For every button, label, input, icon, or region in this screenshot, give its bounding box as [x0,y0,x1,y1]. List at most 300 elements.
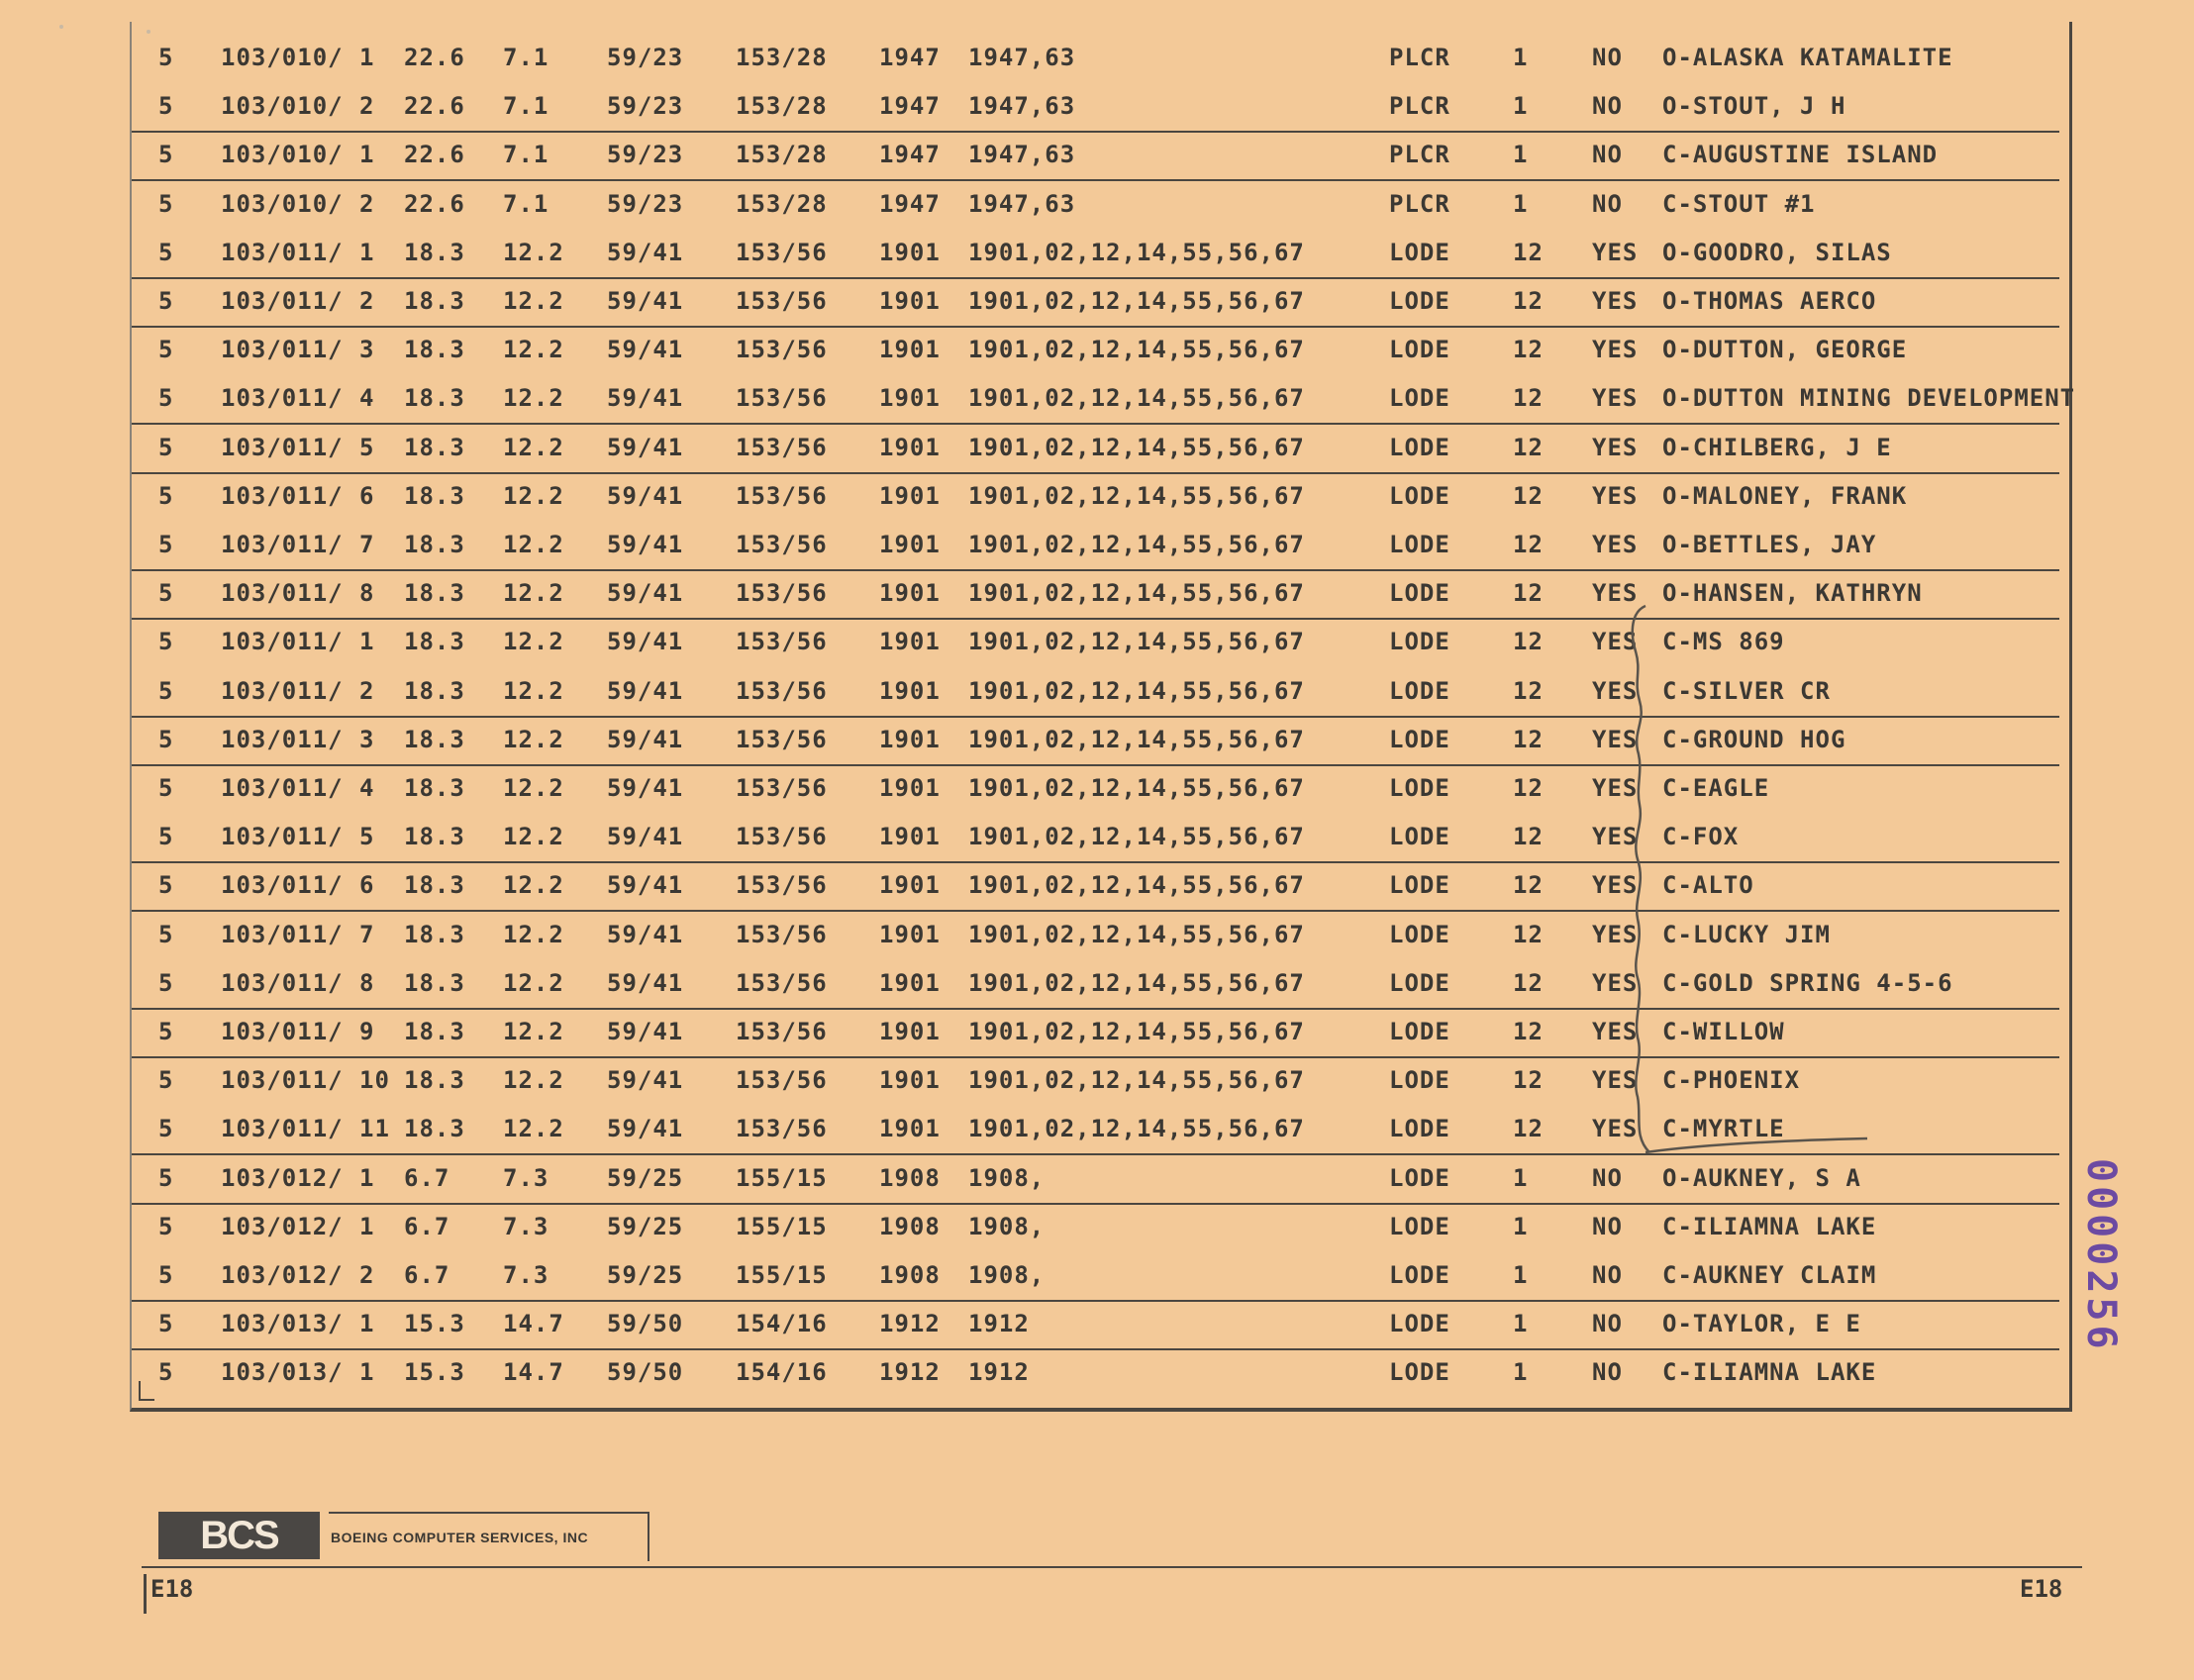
row-cell-c7: 153/28 [736,92,828,121]
row-cell-c10: PLCR [1389,189,1450,218]
table-row [132,861,2059,912]
row-cell-c2: 103/013/ [221,1358,344,1387]
bcs-company-name: BOEING COMPUTER SERVICES, INC [329,1512,649,1561]
table-row [132,180,2059,229]
row-cell-c9: 1901,02,12,14,55,56,67 [968,1066,1305,1095]
row-cell-c13: O-DUTTON MINING DEVELOPMENT [1662,384,2076,413]
row-cell-c13: C-MS 869 [1662,628,1785,656]
row-cell-c5: 12.2 [503,628,564,656]
row-cell-c5: 12.2 [503,823,564,851]
table-row [132,569,2059,620]
row-cell-c10: LODE [1389,920,1450,948]
row-cell-c12: YES [1592,579,1639,608]
row-cell-c13: O-THOMAS AERCO [1662,287,1877,315]
row-cell-c5: 7.3 [503,1261,549,1289]
row-cell-c13: C-PHOENIX [1662,1066,1801,1095]
row-cell-c13: C-GROUND HOG [1662,725,1846,753]
row-cell-c10: LODE [1389,823,1450,851]
row-cell-c6: 59/41 [607,774,684,802]
row-cell-c2: 103/012/ [221,1163,344,1192]
table-row [132,911,2059,959]
table-row [132,424,2059,474]
row-cell-c2: 103/011/ [221,481,344,510]
row-cell-c12: YES [1592,628,1639,656]
row-cell-c7: 153/56 [736,384,828,413]
row-cell-c8: 1901 [879,1018,941,1045]
row-cell-c3: 4 [359,774,375,802]
row-cell-c3: 10 [359,1066,390,1095]
row-cell-c1: 5 [158,1115,174,1143]
row-cell-c6: 59/41 [607,725,684,753]
row-cell-c3: 8 [359,968,375,997]
row-cell-c3: 6 [359,481,375,510]
document-number-stamp: 0000256 [2078,1158,2124,1353]
row-cell-c9: 1901,02,12,14,55,56,67 [968,336,1305,364]
row-cell-c4: 18.3 [404,384,465,413]
row-cell-c9: 1901,02,12,14,55,56,67 [968,920,1305,948]
row-cell-c13: C-ALTO [1662,871,1754,900]
row-cell-c1: 5 [158,628,174,656]
row-cell-c12: YES [1592,481,1639,510]
row-cell-c2: 103/013/ [221,1310,344,1338]
row-cell-c4: 18.3 [404,531,465,558]
row-cell-c11: 12 [1513,774,1544,802]
corner-mark [139,1381,154,1401]
row-cell-c10: LODE [1389,1261,1450,1289]
row-cell-c1: 5 [158,481,174,510]
row-cell-c8: 1901 [879,579,941,608]
row-cell-c4: 18.3 [404,1018,465,1045]
row-cell-c11: 12 [1513,531,1544,558]
row-cell-c13: C-MYRTLE [1662,1115,1785,1143]
row-cell-c10: LODE [1389,1212,1450,1240]
row-cell-c11: 12 [1513,433,1544,461]
table-row [132,1008,2059,1058]
row-cell-c1: 5 [158,92,174,121]
row-cell-c5: 7.1 [503,92,549,121]
table-row [132,277,2059,328]
row-cell-c7: 153/56 [736,725,828,753]
row-cell-c7: 153/56 [736,628,828,656]
row-cell-c3: 6 [359,871,375,900]
row-cell-c12: YES [1592,871,1639,900]
row-cell-c13: C-SILVER CR [1662,676,1831,705]
row-cell-c3: 5 [359,433,375,461]
row-cell-c1: 5 [158,238,174,266]
row-cell-c6: 59/41 [607,336,684,364]
row-cell-c9: 1901,02,12,14,55,56,67 [968,433,1305,461]
row-cell-c11: 12 [1513,968,1544,997]
row-cell-c6: 59/41 [607,287,684,315]
row-cell-c5: 12.2 [503,579,564,608]
row-cell-c6: 59/41 [607,968,684,997]
row-cell-c7: 153/56 [736,968,828,997]
row-cell-c10: LODE [1389,628,1450,656]
row-cell-c11: 1 [1513,189,1529,218]
row-cell-c8: 1908 [879,1261,941,1289]
row-cell-c7: 153/56 [736,1115,828,1143]
row-cell-c10: LODE [1389,1018,1450,1045]
row-cell-c4: 18.3 [404,579,465,608]
row-cell-c11: 1 [1513,44,1529,71]
row-cell-c10: LODE [1389,287,1450,315]
row-cell-c9: 1901,02,12,14,55,56,67 [968,871,1305,900]
row-cell-c1: 5 [158,774,174,802]
row-cell-c3: 5 [359,823,375,851]
row-cell-c3: 1 [359,238,375,266]
table-row [132,1056,2059,1105]
table-row [132,716,2059,766]
row-cell-c8: 1901 [879,676,941,705]
row-cell-c8: 1901 [879,1115,941,1143]
row-cell-c5: 7.3 [503,1163,549,1192]
table-row [132,764,2059,813]
row-cell-c11: 12 [1513,920,1544,948]
row-cell-c10: LODE [1389,871,1450,900]
row-cell-c12: YES [1592,1115,1639,1143]
row-cell-c9: 1901,02,12,14,55,56,67 [968,1018,1305,1045]
row-cell-c11: 1 [1513,141,1529,169]
row-cell-c13: C-AUKNEY CLAIM [1662,1261,1877,1289]
row-cell-c6: 59/50 [607,1358,684,1387]
row-cell-c1: 5 [158,384,174,413]
row-cell-c7: 153/56 [736,920,828,948]
row-cell-c4: 18.3 [404,336,465,364]
row-cell-c9: 1912 [968,1358,1030,1387]
row-cell-c11: 1 [1513,1212,1529,1240]
row-cell-c9: 1901,02,12,14,55,56,67 [968,238,1305,266]
row-cell-c4: 18.3 [404,481,465,510]
row-cell-c13: C-ILIAMNA LAKE [1662,1358,1877,1387]
row-cell-c3: 2 [359,189,375,218]
row-cell-c12: NO [1592,1358,1623,1387]
row-cell-c1: 5 [158,1212,174,1240]
row-cell-c5: 12.2 [503,920,564,948]
row-cell-c2: 103/012/ [221,1261,344,1289]
row-cell-c8: 1901 [879,920,941,948]
row-cell-c12: NO [1592,1163,1623,1192]
row-cell-c5: 14.7 [503,1358,564,1387]
row-cell-c8: 1901 [879,774,941,802]
row-cell-c7: 153/56 [736,238,828,266]
row-cell-c7: 153/28 [736,141,828,169]
row-cell-c6: 59/41 [607,433,684,461]
row-cell-c1: 5 [158,336,174,364]
row-cell-c5: 12.2 [503,336,564,364]
row-cell-c1: 5 [158,1163,174,1192]
row-cell-c10: LODE [1389,1358,1450,1387]
row-cell-c12: NO [1592,92,1623,121]
row-cell-c3: 2 [359,287,375,315]
row-cell-c9: 1901,02,12,14,55,56,67 [968,774,1305,802]
row-cell-c8: 1947 [879,141,941,169]
row-cell-c5: 12.2 [503,287,564,315]
table-row [132,229,2059,279]
row-cell-c11: 1 [1513,1358,1529,1387]
row-cell-c11: 12 [1513,481,1544,510]
row-cell-c5: 14.7 [503,1310,564,1338]
row-cell-c5: 12.2 [503,871,564,900]
row-cell-c13: C-ILIAMNA LAKE [1662,1212,1877,1240]
row-cell-c10: LODE [1389,1310,1450,1338]
row-cell-c9: 1901,02,12,14,55,56,67 [968,968,1305,997]
row-cell-c12: YES [1592,433,1639,461]
row-cell-c2: 103/011/ [221,433,344,461]
row-cell-c4: 18.3 [404,628,465,656]
row-cell-c9: 1947,63 [968,141,1076,169]
row-cell-c6: 59/41 [607,531,684,558]
row-cell-c13: O-BETTLES, JAY [1662,531,1877,558]
row-cell-c13: O-DUTTON, GEORGE [1662,336,1908,364]
row-cell-c1: 5 [158,968,174,997]
row-cell-c12: YES [1592,823,1639,851]
table-row [132,326,2059,374]
row-cell-c2: 103/011/ [221,725,344,753]
row-cell-c8: 1901 [879,628,941,656]
bcs-logo-mark: BCS [158,1512,320,1559]
row-cell-c3: 4 [359,384,375,413]
row-cell-c3: 1 [359,44,375,71]
table-row [132,472,2059,521]
row-cell-c10: LODE [1389,1115,1450,1143]
row-cell-c9: 1901,02,12,14,55,56,67 [968,725,1305,753]
row-cell-c3: 7 [359,920,375,948]
handwritten-stroke [1644,1135,1871,1164]
row-cell-c12: YES [1592,336,1639,364]
row-cell-c3: 1 [359,1163,375,1192]
row-cell-c13: O-ALASKA KATAMALITE [1662,44,1953,71]
row-cell-c13: O-AUKNEY, S A [1662,1163,1861,1192]
row-cell-c8: 1901 [879,287,941,315]
row-cell-c6: 59/23 [607,44,684,71]
row-cell-c5: 7.1 [503,141,549,169]
handwritten-brace [1624,602,1653,1156]
row-cell-c2: 103/011/ [221,676,344,705]
row-cell-c1: 5 [158,1261,174,1289]
row-cell-c1: 5 [158,189,174,218]
row-cell-c13: O-MALONEY, FRANK [1662,481,1908,510]
paper-speck [147,30,150,34]
row-cell-c10: LODE [1389,238,1450,266]
row-cell-c8: 1947 [879,92,941,121]
row-cell-c12: NO [1592,44,1623,71]
row-cell-c1: 5 [158,1018,174,1045]
footer-rule [142,1566,2082,1568]
row-cell-c11: 12 [1513,1066,1544,1095]
row-cell-c6: 59/41 [607,920,684,948]
row-cell-c11: 12 [1513,628,1544,656]
row-cell-c7: 154/16 [736,1310,828,1338]
row-cell-c9: 1901,02,12,14,55,56,67 [968,628,1305,656]
row-cell-c3: 2 [359,92,375,121]
row-cell-c4: 18.3 [404,823,465,851]
row-cell-c9: 1901,02,12,14,55,56,67 [968,287,1305,315]
row-cell-c3: 8 [359,579,375,608]
row-cell-c2: 103/012/ [221,1212,344,1240]
table-row [132,959,2059,1010]
row-cell-c4: 6.7 [404,1261,450,1289]
row-cell-c1: 5 [158,579,174,608]
row-cell-c1: 5 [158,725,174,753]
row-cell-c9: 1901,02,12,14,55,56,67 [968,579,1305,608]
row-cell-c1: 5 [158,531,174,558]
row-cell-c11: 1 [1513,1261,1529,1289]
row-cell-c13: O-TAYLOR, E E [1662,1310,1861,1338]
row-cell-c6: 59/41 [607,481,684,510]
row-cell-c5: 12.2 [503,481,564,510]
row-cell-c9: 1912 [968,1310,1030,1338]
row-cell-c7: 153/56 [736,531,828,558]
row-cell-c3: 3 [359,336,375,364]
row-cell-c5: 12.2 [503,968,564,997]
row-cell-c7: 154/16 [736,1358,828,1387]
row-cell-c6: 59/41 [607,238,684,266]
row-cell-c4: 22.6 [404,92,465,121]
row-cell-c9: 1901,02,12,14,55,56,67 [968,481,1305,510]
paper-speck [59,25,63,29]
row-cell-c4: 18.3 [404,871,465,900]
row-cell-c13: C-GOLD SPRING 4-5-6 [1662,968,1953,997]
row-cell-c12: YES [1592,920,1639,948]
row-cell-c3: 1 [359,1310,375,1338]
row-cell-c4: 22.6 [404,141,465,169]
row-cell-c6: 59/41 [607,1018,684,1045]
row-cell-c2: 103/010/ [221,189,344,218]
row-cell-c13: O-STOUT, J H [1662,92,1846,121]
row-cell-c10: PLCR [1389,141,1450,169]
row-cell-c2: 103/011/ [221,774,344,802]
row-cell-c9: 1947,63 [968,189,1076,218]
row-cell-c1: 5 [158,141,174,169]
footer-code-left: E18 [144,1574,193,1614]
table-row [132,618,2059,666]
row-cell-c9: 1947,63 [968,44,1076,71]
row-cell-c10: LODE [1389,579,1450,608]
row-cell-c5: 7.1 [503,189,549,218]
row-cell-c8: 1912 [879,1358,941,1387]
row-cell-c10: LODE [1389,1066,1450,1095]
row-cell-c7: 153/56 [736,336,828,364]
row-cell-c13: O-HANSEN, KATHRYN [1662,579,1923,608]
row-cell-c9: 1901,02,12,14,55,56,67 [968,1115,1305,1143]
row-cell-c2: 103/011/ [221,287,344,315]
row-cell-c4: 18.3 [404,774,465,802]
row-cell-c8: 1908 [879,1163,941,1192]
bcs-logo [158,1512,648,1559]
row-cell-c11: 12 [1513,336,1544,364]
row-cell-c10: LODE [1389,481,1450,510]
row-cell-c3: 1 [359,141,375,169]
row-cell-c5: 12.2 [503,384,564,413]
row-cell-c10: LODE [1389,968,1450,997]
row-cell-c4: 18.3 [404,433,465,461]
row-cell-c12: YES [1592,1066,1639,1095]
row-cell-c7: 155/15 [736,1261,828,1289]
row-cell-c9: 1901,02,12,14,55,56,67 [968,823,1305,851]
table-row [132,1300,2059,1350]
row-cell-c2: 103/010/ [221,44,344,71]
row-cell-c2: 103/011/ [221,823,344,851]
row-cell-c7: 153/56 [736,1066,828,1095]
row-cell-c12: NO [1592,1261,1623,1289]
row-cell-c6: 59/41 [607,676,684,705]
row-cell-c4: 18.3 [404,725,465,753]
row-cell-c8: 1947 [879,189,941,218]
row-cell-c3: 1 [359,1358,375,1387]
row-cell-c12: YES [1592,676,1639,705]
row-cell-c6: 59/25 [607,1261,684,1289]
row-cell-c6: 59/23 [607,189,684,218]
table-row [132,131,2059,181]
row-cell-c8: 1901 [879,871,941,900]
row-cell-c2: 103/011/ [221,336,344,364]
row-cell-c8: 1901 [879,725,941,753]
row-cell-c6: 59/50 [607,1310,684,1338]
row-cell-c4: 18.3 [404,287,465,315]
row-cell-c3: 2 [359,676,375,705]
row-cell-c9: 1901,02,12,14,55,56,67 [968,676,1305,705]
row-cell-c7: 155/15 [736,1163,828,1192]
row-cell-c2: 103/011/ [221,384,344,413]
row-cell-c10: PLCR [1389,92,1450,121]
row-cell-c8: 1901 [879,336,941,364]
row-cell-c4: 22.6 [404,189,465,218]
row-cell-c13: C-STOUT #1 [1662,189,1816,218]
row-cell-c8: 1947 [879,44,941,71]
row-cell-c6: 59/41 [607,1115,684,1143]
row-cell-c4: 18.3 [404,968,465,997]
row-cell-c7: 155/15 [736,1212,828,1240]
row-cell-c6: 59/23 [607,92,684,121]
row-cell-c12: YES [1592,774,1639,802]
row-cell-c7: 153/56 [736,774,828,802]
table-row [132,1203,2059,1251]
row-cell-c3: 3 [359,725,375,753]
table-row [132,34,2059,82]
row-cell-c3: 7 [359,531,375,558]
row-cell-c2: 103/011/ [221,920,344,948]
row-cell-c7: 153/28 [736,189,828,218]
row-cell-c1: 5 [158,287,174,315]
row-cell-c1: 5 [158,823,174,851]
row-cell-c6: 59/25 [607,1163,684,1192]
row-cell-c13: O-GOODRO, SILAS [1662,238,1892,266]
row-cell-c12: YES [1592,287,1639,315]
row-cell-c10: LODE [1389,1163,1450,1192]
row-cell-c12: NO [1592,189,1623,218]
row-cell-c9: 1908, [968,1212,1046,1240]
row-cell-c1: 5 [158,676,174,705]
row-cell-c3: 11 [359,1115,390,1143]
row-cell-c12: YES [1592,531,1639,558]
row-cell-c2: 103/011/ [221,871,344,900]
row-cell-c11: 12 [1513,384,1544,413]
row-cell-c10: LODE [1389,725,1450,753]
table-row [132,1251,2059,1302]
row-cell-c6: 59/41 [607,579,684,608]
table-row [132,82,2059,133]
row-cell-c8: 1901 [879,238,941,266]
row-cell-c13: C-EAGLE [1662,774,1770,802]
row-cell-c2: 103/011/ [221,1066,344,1095]
row-cell-c3: 1 [359,1212,375,1240]
row-cell-c12: NO [1592,1310,1623,1338]
row-cell-c6: 59/41 [607,823,684,851]
row-cell-c6: 59/41 [607,1066,684,1095]
row-cell-c9: 1947,63 [968,92,1076,121]
row-cell-c1: 5 [158,44,174,71]
row-cell-c2: 103/011/ [221,531,344,558]
